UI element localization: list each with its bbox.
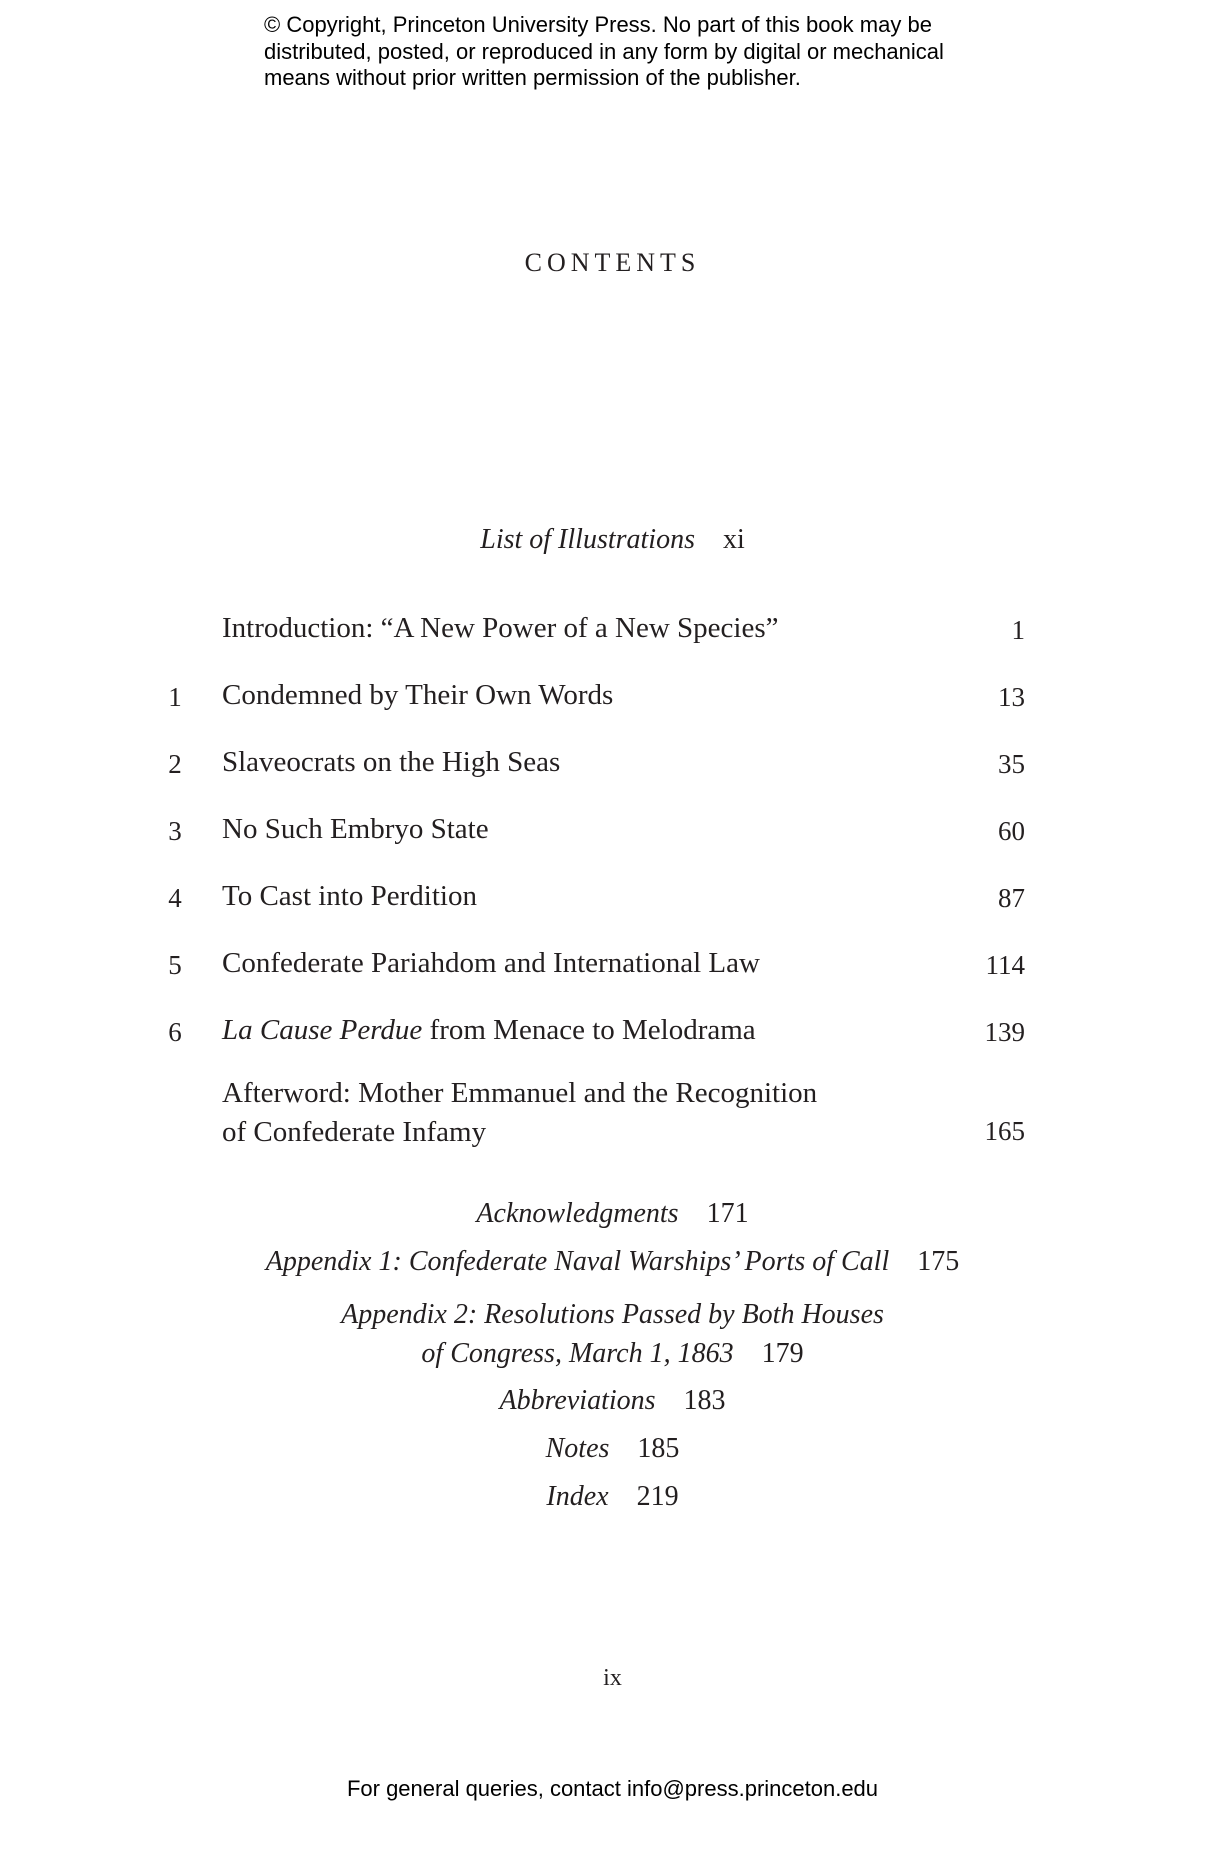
toc-entry-chapter-6[interactable] — [0, 1014, 1225, 1050]
chapter-number: 2 — [168, 749, 182, 779]
toc-entry-label: of Congress, March 1, 1863 — [421, 1338, 734, 1369]
chapter-title: To Cast into Perdition — [222, 880, 477, 912]
toc-entry-label: Index — [546, 1481, 609, 1512]
chapter-page: 13 — [998, 682, 1025, 712]
toc-entry-label: Acknowledgments — [476, 1198, 679, 1229]
copyright-line: distributed, posted, or reproduced in any form by digital or mechanical — [264, 38, 944, 64]
page-folio: ix — [603, 1665, 622, 1691]
toc-entry-chapter-5[interactable] — [0, 947, 1225, 983]
toc-entry-acknowledgments[interactable] — [0, 1198, 1225, 1230]
afterword-title — [222, 1074, 817, 1152]
toc-entry-label: Appendix 1: Confederate Naval Warships’ Ports of Call — [265, 1246, 890, 1277]
chapter-number: 1 — [168, 682, 182, 712]
toc-entry-label: Abbreviations — [499, 1385, 656, 1416]
chapter-title: Slaveocrats on the High Seas — [222, 746, 561, 778]
chapter-page: 87 — [998, 883, 1025, 913]
copyright-line: © Copyright, Princeton University Press. No part of this book may be — [264, 12, 932, 37]
chapter-number: 3 — [168, 816, 182, 846]
copyright-notice — [264, 12, 1024, 92]
chapter-title — [222, 1014, 756, 1047]
chapter-page: 165 — [984, 1116, 1025, 1146]
toc-entry-appendix-1[interactable] — [0, 1246, 1225, 1278]
toc-entry-appendix-2[interactable] — [0, 1295, 1225, 1373]
chapter-number: 6 — [168, 1017, 182, 1047]
toc-entry-page: 171 — [706, 1198, 749, 1229]
chapter-page: 139 — [984, 1017, 1025, 1047]
chapter-title: Confederate Pariahdom and International Law — [222, 947, 760, 979]
chapter-page: 35 — [998, 749, 1025, 779]
toc-entry-chapter-1[interactable] — [0, 679, 1225, 715]
toc-entry-page: xi — [722, 524, 745, 555]
toc-entry-introduction[interactable] — [0, 612, 1225, 648]
toc-entry-page: 185 — [637, 1433, 680, 1464]
toc-entry-index[interactable] — [0, 1481, 1225, 1513]
toc-entry-list-of-illustrations[interactable] — [0, 524, 1225, 556]
footer-contact: For general queries, contact info@press.princeton.edu — [346, 1776, 879, 1801]
toc-entry-label: Notes — [545, 1433, 610, 1464]
chapter-page: 60 — [998, 816, 1025, 846]
chapter-title-rest: from Menace to Melodrama — [422, 1014, 756, 1046]
toc-entry-page: 219 — [636, 1481, 679, 1512]
copyright-line: means without prior written permission of the publisher. — [264, 65, 801, 90]
toc-entry-afterword[interactable] — [0, 1074, 1225, 1154]
toc-entry-page: 175 — [917, 1246, 960, 1277]
chapter-title-italic: La Cause Perdue — [222, 1014, 423, 1046]
toc-entry-chapter-3[interactable] — [0, 813, 1225, 849]
toc-entry-page: 179 — [761, 1338, 804, 1369]
chapter-title: Condemned by Their Own Words — [222, 679, 614, 711]
chapter-title: Introduction: “A New Power of a New Species” — [222, 612, 779, 644]
toc-entry-label: List of Illustrations — [480, 524, 695, 555]
chapter-number: 5 — [168, 950, 182, 980]
afterword-line: Afterword: Mother Emmanuel and the Recognition — [222, 1077, 818, 1109]
page-title: CONTENTS — [524, 248, 701, 277]
toc-entry-label: Appendix 2: Resolutions Passed by Both Houses — [341, 1299, 884, 1330]
toc-entry-page: 183 — [683, 1385, 726, 1416]
chapter-number: 4 — [168, 883, 182, 913]
afterword-line: of Confederate Infamy — [222, 1116, 487, 1148]
toc-entry-notes[interactable] — [0, 1433, 1225, 1465]
chapter-page: 1 — [1011, 615, 1025, 645]
chapter-title: No Such Embryo State — [222, 813, 489, 845]
toc-entry-chapter-4[interactable] — [0, 880, 1225, 916]
toc-entry-abbreviations[interactable] — [0, 1385, 1225, 1417]
chapter-page: 114 — [985, 950, 1025, 980]
toc-entry-chapter-2[interactable] — [0, 746, 1225, 782]
